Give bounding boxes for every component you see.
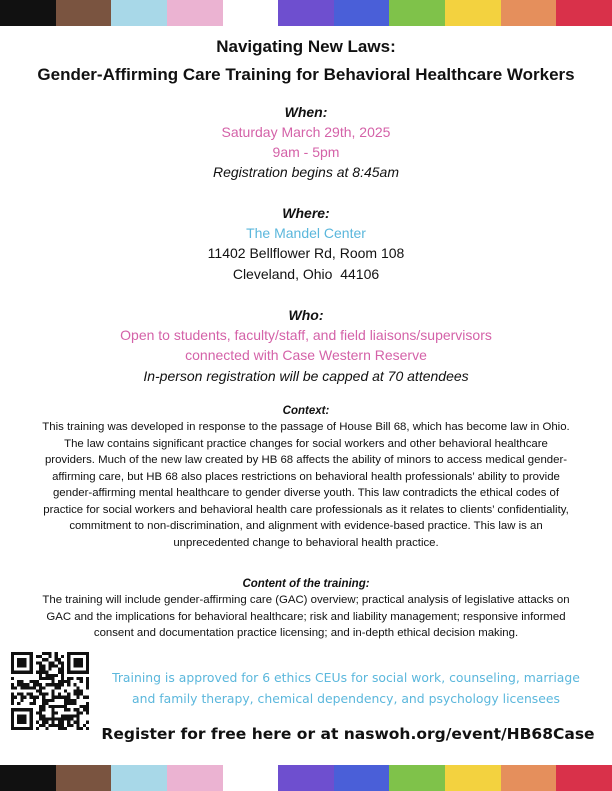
stripe-segment (278, 765, 334, 791)
when-label: When: (284, 104, 328, 120)
qr-code-icon[interactable] (11, 652, 89, 730)
context-line: This training was developed in response to the passage of House Bill 68, which has become law in Ohio. (42, 421, 570, 433)
stripe-segment (56, 0, 112, 26)
stripe-segment (167, 765, 223, 791)
stripe-segment (0, 0, 56, 26)
stripe-segment (389, 765, 445, 791)
ceu-line-1: Training is approved for 6 ethics CEUs for social work, counseling, marriage (112, 670, 580, 685)
stripe-segment (334, 0, 390, 26)
stripe-segment (223, 0, 279, 26)
context-paragraph (14, 419, 598, 551)
capacity-note: In-person registration will be capped at 70 attendees (143, 368, 469, 384)
stripe-segment (556, 0, 612, 26)
ceu-notice (94, 667, 598, 709)
stripe-segment (111, 765, 167, 791)
content-section (14, 576, 598, 642)
stripe-segment (56, 765, 112, 791)
content-label: Content of the training: (242, 578, 370, 590)
stripe-segment (501, 0, 557, 26)
context-line: unprecedented change to behavioral health practice. (173, 536, 439, 549)
stripe-segment (389, 0, 445, 26)
ceu-line-2: and family therapy, chemical dependency, and psychology licensees (132, 691, 560, 706)
who-label: Who: (288, 307, 324, 323)
pride-stripe-top (0, 0, 612, 26)
where-label: Where: (282, 205, 330, 221)
event-time: 9am - 5pm (272, 144, 340, 160)
event-date: Saturday March 29th, 2025 (221, 124, 391, 140)
stripe-segment (278, 0, 334, 26)
page-subtitle: Gender-Affirming Care Training for Behavioral Healthcare Workers (37, 65, 575, 84)
address-line-2: Cleveland, Ohio 44106 (232, 266, 380, 282)
context-line: affirming care, but HB 68 also places restrictions on behavioral health professionals’ ability to provide (52, 470, 560, 483)
stripe-segment (167, 0, 223, 26)
content-line: consent and documentation practice licensing; and in-depth ethical decision making. (93, 627, 519, 639)
context-label: Context: (282, 405, 330, 417)
stripe-segment (334, 765, 390, 791)
register-link[interactable]: Register for free here or at naswoh.org/event/HB68Case (101, 725, 595, 743)
pride-stripe-bottom (0, 765, 612, 791)
stripe-segment (223, 765, 279, 791)
stripe-segment (445, 0, 501, 26)
content-line: The training will include gender-affirming care (GAC) overview; practical analysis of legislative attacks on (42, 594, 570, 606)
content-line: GAC and the implications for behavioral healthcare; risk and liability management; responsive informed (46, 610, 566, 623)
stripe-segment (111, 0, 167, 26)
context-line: The law contains significant practice changes for social workers and other behavioral healthcare (64, 437, 548, 450)
stripe-segment (501, 765, 557, 791)
context-line: providers. Much of the new law created by HB 68 affects the ability of minors to access medical gender- (44, 454, 568, 466)
address-line-1: 11402 Bellflower Rd, Room 108 (207, 245, 405, 261)
venue-name: The Mandel Center (246, 225, 366, 241)
audience-line-2: connected with Case Western Reserve (185, 347, 427, 363)
stripe-segment (0, 765, 56, 791)
context-section (14, 403, 598, 551)
content-paragraph (14, 592, 598, 642)
registration-note: Registration begins at 8:45am (213, 164, 399, 180)
context-line: commitment to non-discrimination, and alignment with evidence-based practice. This law is an (69, 520, 543, 532)
audience-line-1: Open to students, faculty/staff, and field liaisons/supervisors (120, 327, 492, 343)
stripe-segment (556, 765, 612, 791)
stripe-segment (445, 765, 501, 791)
context-line: practice for social workers and behavioral health care professionals as it relates to clients’ confidentiality, (43, 503, 569, 516)
page-title: Navigating New Laws: (216, 37, 396, 56)
context-line: gender-affirming mental healthcare to gender diverse youth. This law contradicts the ethical codes of (52, 487, 560, 499)
